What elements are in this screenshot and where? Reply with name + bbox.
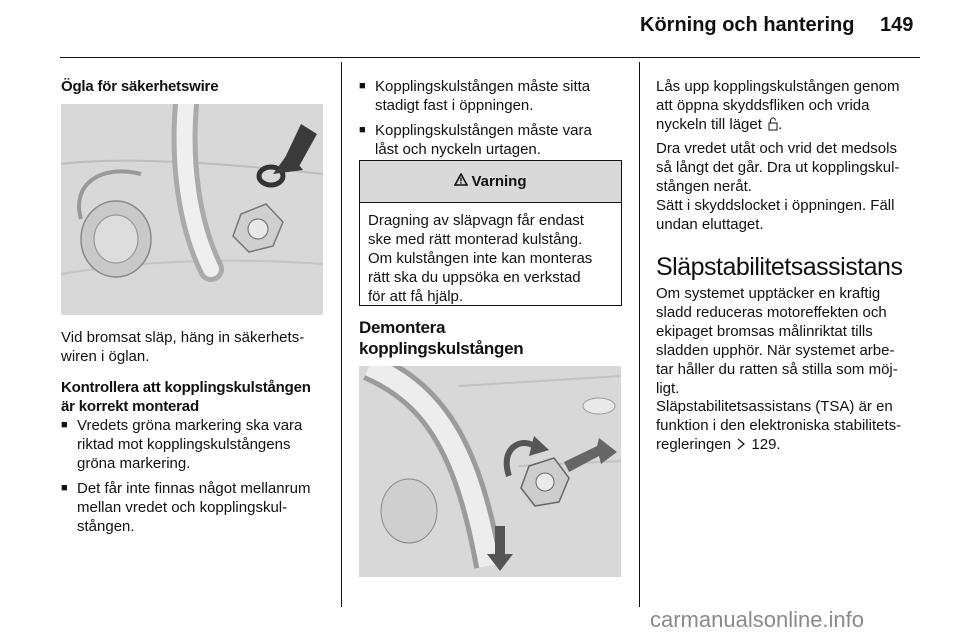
list-item	[359, 77, 624, 115]
warning-triangle-icon	[454, 172, 468, 191]
subheading-line-1: Kontrollera att kopplingskulstången	[61, 379, 311, 396]
section-heading-remove-line-1: Demontera	[359, 318, 446, 337]
tsa-reference	[656, 397, 926, 455]
text-line: Släpstabilitetsassistans (TSA) är en	[656, 398, 893, 415]
mounting-list	[359, 77, 624, 159]
remove-towbar-drawing	[359, 366, 621, 577]
warning-line: rätt ska du uppsöka en verkstad	[368, 269, 581, 286]
cover-instructions	[656, 196, 926, 234]
text-line: Sätt i skyddslocket i öppningen. Fäll	[656, 197, 895, 214]
text-line: ligt.	[656, 380, 680, 397]
text-line: Lås upp kopplingskulstången genom	[656, 78, 900, 95]
running-header-title: Körning och hantering	[640, 14, 855, 36]
list-line: mellan vredet och kopplingskul-	[77, 499, 288, 516]
warning-line: för att få hjälp.	[368, 288, 464, 305]
list-line: ■ Kopplingskulstången måste sitta	[375, 78, 591, 95]
list-line: låst och nyckeln urtagen.	[375, 141, 541, 158]
warning-line: Dragning av släpvagn får endast	[368, 212, 584, 229]
text-line: undan eluttaget.	[656, 216, 764, 233]
text-line: Om systemet upptäcker en kraftig	[656, 285, 881, 302]
safety-wire-loop-drawing	[61, 104, 323, 315]
text-line: sladden upphör. När systemet arbe-	[656, 342, 895, 359]
subheading-line-2: är korrekt monterad	[61, 398, 199, 415]
list-line: ■ Vredets gröna markering ska vara	[77, 417, 303, 434]
unlock-instructions	[656, 77, 926, 136]
list-item	[61, 416, 341, 473]
list-line: stången.	[77, 518, 135, 535]
text-line: funktion i den elektroniska stabilitets-	[656, 417, 902, 434]
list-line: ■ Det får inte finnas något mellanrum	[77, 480, 311, 497]
warning-header	[360, 161, 621, 203]
illustration-safety-wire-loop	[61, 104, 323, 315]
text-line	[656, 115, 926, 136]
section-heading-remove-line-2: kopplingskulstången	[359, 339, 524, 358]
unlock-position-symbol-icon	[768, 116, 778, 136]
list-line: stadigt fast i öppningen.	[375, 97, 534, 114]
illustration-remove-towbar	[359, 366, 621, 577]
text-fragment: nyckeln till läget	[656, 116, 762, 133]
text-line: stången neråt.	[656, 178, 752, 195]
header-rule	[60, 57, 920, 58]
text-fragment: regleringen	[656, 436, 732, 453]
tsa-description	[656, 284, 926, 398]
text-line: ekipaget bromsas målinriktat tills	[656, 323, 873, 340]
warning-line: Om kulstången inte kan monteras	[368, 250, 593, 267]
caption-line-2: wiren i öglan.	[61, 348, 150, 365]
period-glyph: .	[778, 116, 783, 133]
text-line: Dra vredet utåt och vrid det medsols	[656, 140, 897, 157]
page-number: 149	[880, 14, 914, 36]
section-heading-trailer-stability: Släpstabilitetsassistans	[656, 253, 903, 281]
column-divider-2	[639, 62, 640, 607]
warning-box	[359, 160, 622, 306]
list-line: gröna markering.	[77, 455, 191, 472]
text-line: att öppna skyddsfliken och vrida	[656, 97, 870, 114]
list-line: ■ Kopplingskulstången måste vara	[375, 122, 592, 139]
text-line: sladd reduceras motoreffekten och	[656, 304, 887, 321]
warning-line: ske med rätt monterad kulstång.	[368, 231, 583, 248]
text-line: tar håller du ratten så stilla som möj-	[656, 361, 898, 378]
list-item	[359, 121, 624, 159]
caption-line-1: Vid bromsat släp, häng in säkerhets-	[61, 329, 305, 346]
list-line: riktad mot kopplingskulstångens	[77, 436, 291, 453]
page-reference-arrow-icon	[737, 436, 745, 455]
pull-instructions	[656, 139, 926, 196]
warning-title: Varning	[471, 173, 527, 190]
check-list	[61, 416, 341, 536]
text-line: så långt det går. Dra ut kopplingskul-	[656, 159, 900, 176]
page-reference[interactable]: 129.	[751, 436, 781, 453]
warning-body	[360, 203, 621, 306]
list-item	[61, 479, 341, 536]
section-heading-safety-wire: Ögla för säkerhetswire	[61, 78, 219, 95]
column-divider-1	[341, 62, 342, 607]
text-line	[656, 435, 926, 455]
watermark: carmanualsonline.info	[650, 607, 865, 632]
